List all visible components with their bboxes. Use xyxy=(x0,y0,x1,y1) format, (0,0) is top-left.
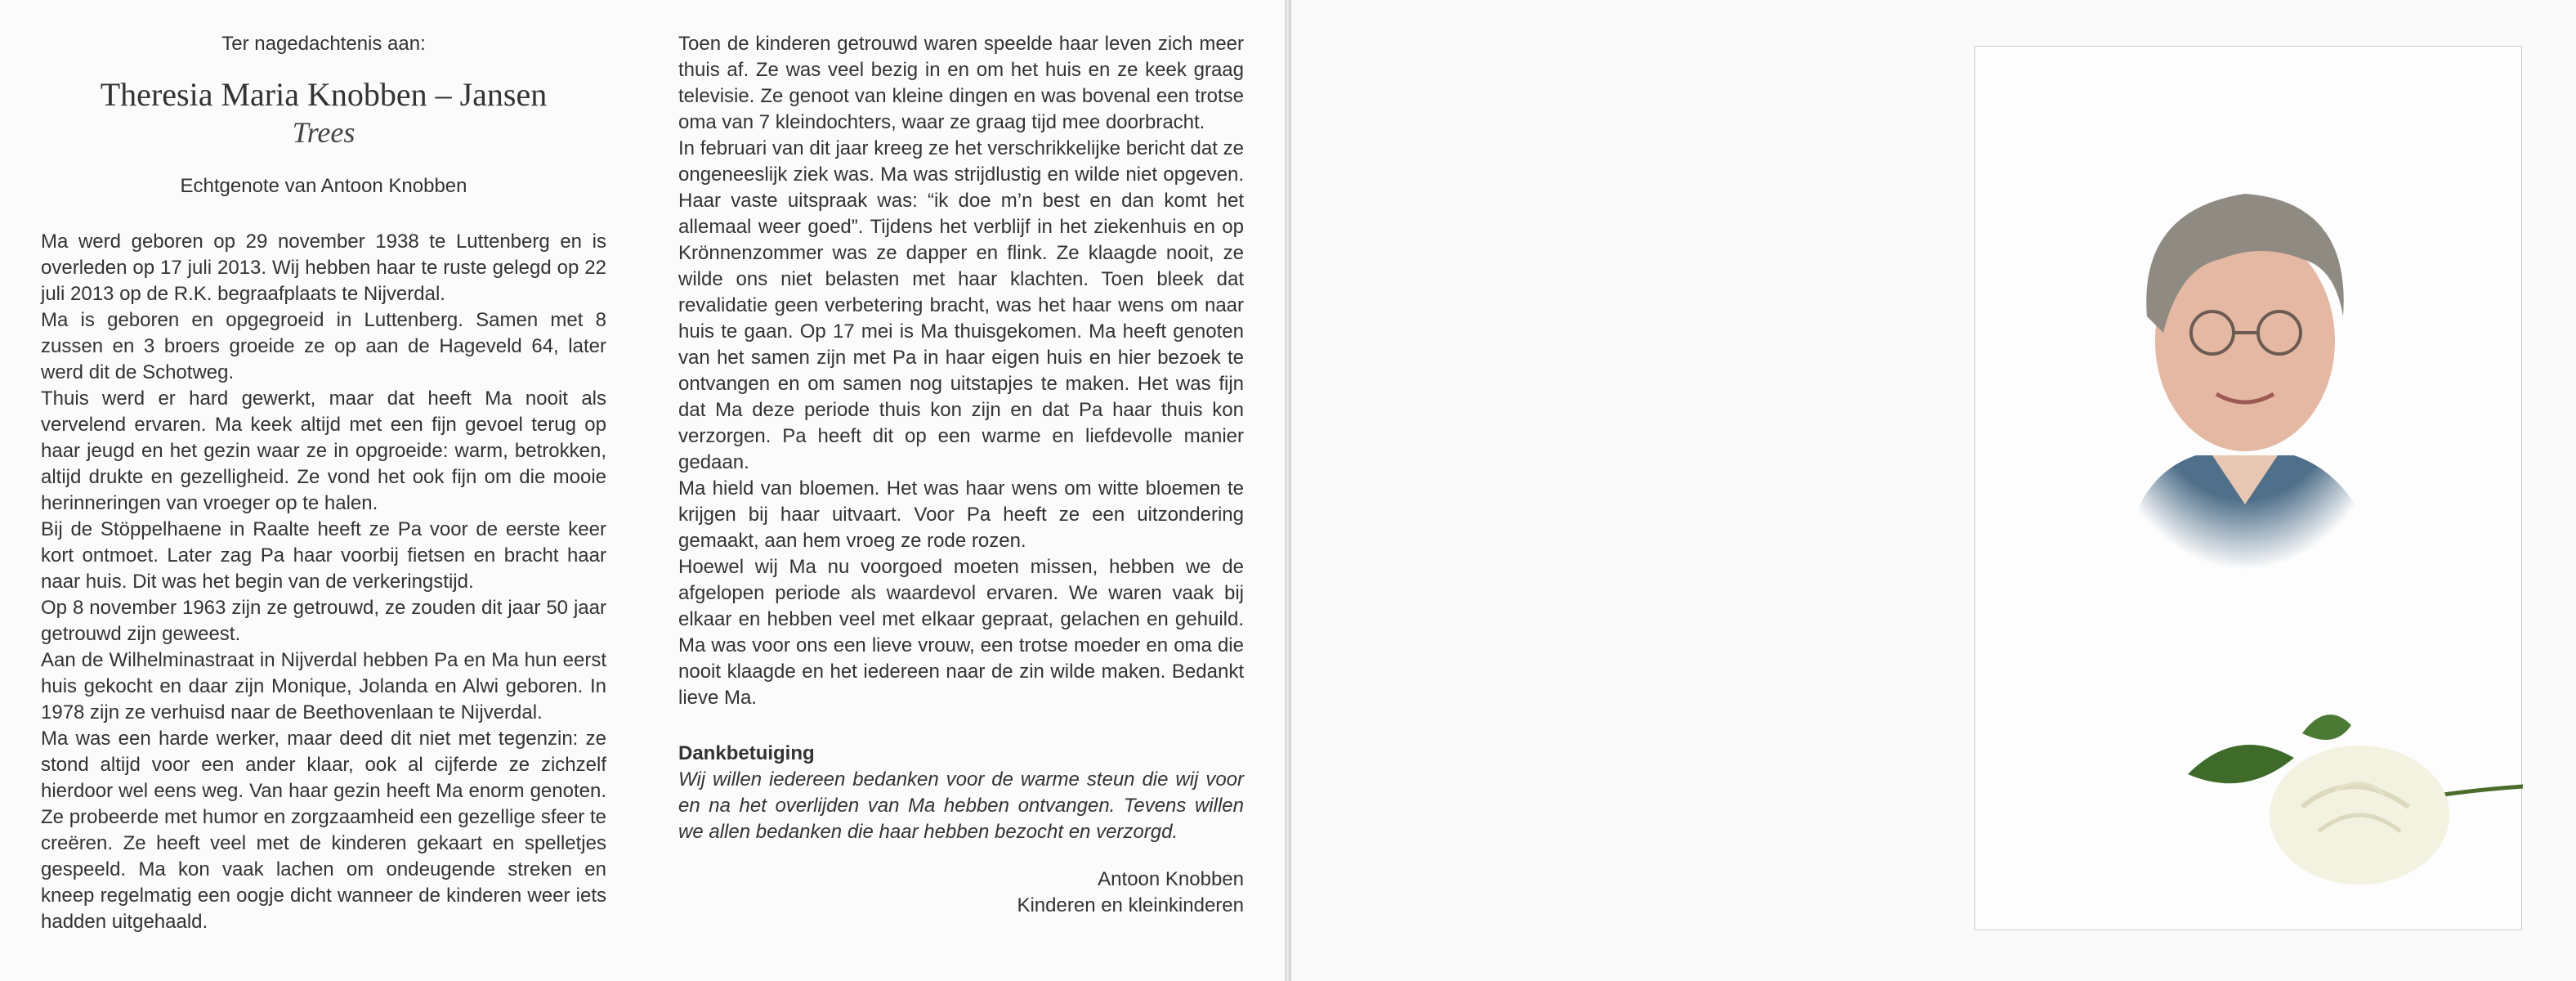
nickname: Trees xyxy=(292,116,356,149)
left-column xyxy=(41,31,606,935)
paragraph: Aan de Wilhelminastraat in Nijverdal hebben Pa en Ma hun eerst huis gekocht en daar zijn Monique, Jolanda en Alwi geboren. In 1978 zijn ze verhuisd naar de Beethovenlaan te Nijverdal. xyxy=(41,649,606,723)
photo-frame xyxy=(1974,46,2522,930)
white-rose-image xyxy=(2171,701,2523,897)
paragraph: Ma is geboren en opgegroeid in Luttenberg. Samen met 8 zussen en 3 broers groeide ze op aan de Hageveld 64, later werd dit de Schotweg. xyxy=(41,309,606,383)
paragraph: Toen de kinderen getrouwd waren speelde haar leven zich meer thuis af. Ze was veel bezig in en om het huis en ze keek graag televisie. Ze genoot van kleine dingen en was bovenal een trotse oma van 7 kleindochters, waar ze graag tijd mee doorbracht. xyxy=(678,33,1244,133)
middle-column xyxy=(678,31,1244,919)
spouse-line: Echtgenote van Antoon Knobben xyxy=(180,175,467,197)
in-memory-label: Ter nagedachtenis aan: xyxy=(221,33,426,55)
signature-line-1: Antoon Knobben xyxy=(1098,868,1244,890)
paragraph: Hoewel wij Ma nu voorgoed moeten missen, hebben we de afgelopen periode als waardevol ervaren. We waren vaak bij elkaar en hebben veel met elkaar gepraat, gelachen en gehuild. Ma was voor ons een lieve vrouw, een trotse moeder en oma die nooit klaagde en het iedereen naar de zin wilde maken. Bedankt lieve Ma. xyxy=(678,556,1244,709)
thanks-heading: Dankbetuiging xyxy=(678,742,815,764)
thanks-text: Wij willen iedereen bedanken voor de warme steun die wij voor en na het overlijden van Ma hebben ontvangen. Tevens willen we allen bedanken die haar hebben bezocht en verzorgd. xyxy=(678,768,1244,843)
signature-line-2: Kinderen en kleinkinderen xyxy=(1017,894,1244,916)
paragraph: In februari van dit jaar kreeg ze het verschrikkelijke bericht dat ze ongeneeslijk ziek was. Ma was strijdlustig en wilde niet opgeven. Haar vaste uitspraak was: “ik doe m’n best en dan komt het allemaal weer goed”. Tijdens het verblijf in het ziekenhuis en op Krönnenzommer was ze dapper en flink. Ze klaagde nooit, ze wilde ons niet belasten met haar klachten. Toen bleek dat revalidatie geen verbetering bracht, was het haar wens om naar huis te gaan. Op 17 mei is Ma thuisgekomen. Ma heeft genoten van het samen zijn met Pa in haar eigen huis en hier bezoek te ontvangen en om samen nog uitstapjes te maken. Het was fijn dat Ma deze periode thuis kon zijn en dat Pa haar thuis kon verzorgen. Pa heeft dit op een warme en liefdevolle manier gedaan. xyxy=(678,137,1244,473)
paragraph: Ma hield van bloemen. Het was haar wens om witte bloemen te krijgen bij haar uitvaart. Voor Pa heeft ze een uitzondering gemaakt, aan hem vroeg ze rode rozen. xyxy=(678,477,1244,552)
card-fold xyxy=(1285,0,1291,981)
paragraph: Bij de Stöppelhaene in Raalte heeft ze Pa voor de eerste keer kort ontmoet. Later zag Pa haar voorbij fietsen en bracht haar naar huis. Dit was het begin van de verkeringstijd. xyxy=(41,518,606,593)
portrait-photo xyxy=(2098,145,2392,570)
deceased-name: Theresia Maria Knobben – Jansen xyxy=(100,76,548,113)
left-page xyxy=(0,0,1285,981)
paragraph: Thuis werd er hard gewerkt, maar dat heeft Ma nooit als vervelend ervaren. Ma keek altijd met een fijn gevoel terug op haar jeugd en het gezin waar ze in opgroeide: warm, betrokken, altijd drukte en gezelligheid. Ze vond het ook fijn om die mooie herinneringen van vroeger op te halen. xyxy=(41,387,606,514)
paragraph: Ma werd geboren op 29 november 1938 te Luttenberg en is overleden op 17 juli 2013. Wij hebben haar te ruste gelegd op 22 juli 2013 op de R.K. begraafplaats te Nijverdal. xyxy=(41,231,606,305)
paragraph: Op 8 november 1963 zijn ze getrouwd, ze zouden dit jaar 50 jaar getrouwd zijn geweest. xyxy=(41,597,606,645)
paragraph: Ma was een harde werker, maar deed dit niet met tegenzin: ze stond altijd voor een ander klaar, ook al cijferde ze zichzelf hierdoor wel eens weg. Van haar gezin heeft Ma enorm genoten. Ze probeerde met humor en zorgzaamheid een gezellige sfeer te creëren. Ze heeft veel met de kinderen gekaart en spelletjes gespeeld. Ma kon vaak lachen om ondeugende streken en kneep regelmatig een oogje dicht wanneer de kinderen weer iets hadden uitgehaald. xyxy=(41,728,606,933)
